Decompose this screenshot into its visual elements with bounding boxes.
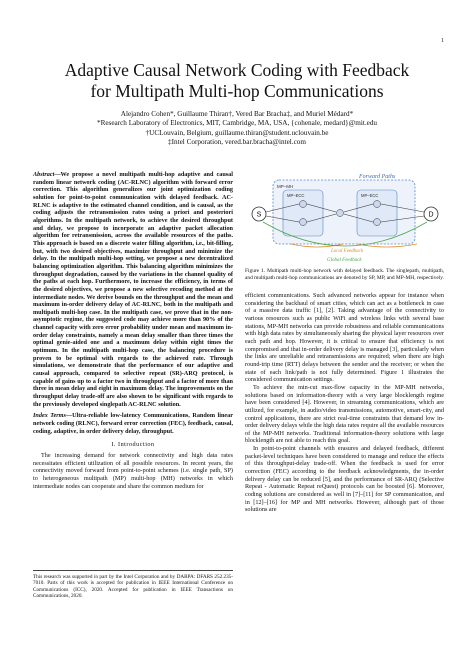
figure-caption: Figure 1. Multipath multi-hop network with delayed feedback. The singlepath, multipath, and multipath multi-hop communications are denoted by SP, MP, and MP-MH, respectively. [245, 268, 444, 281]
mp-ecc-label-1: MP–ECC [287, 193, 305, 198]
figure-label-global: Global Feedback [327, 258, 362, 262]
page-number: 1 [441, 38, 444, 44]
destination-node-label: D [428, 211, 434, 219]
relay-node [337, 210, 344, 217]
figure-label-local: Local Feedback [331, 249, 364, 254]
title-line-1: Adaptive Causal Network Coding with Feedback [64, 60, 410, 80]
figure-network-diagram [247, 170, 443, 262]
affiliation-3: ‡Intel Corporation, vered.bar.bracha@intel.com [168, 137, 306, 146]
author-block [40, 110, 434, 147]
abstract-text: —We propose a novel multipath multi-hop adaptive and causal random linear network coding (AC-RLNC) algorithm with forward error correction. This algorithm generalizes our joint optimization coding solution for point-to-point communication with delayed feedback. AC-RLNC is adaptive to the estimated channel condition, and is causal, as the coding adjusts the retransmission rates using a priori and posteriori algorithms. In the multipath network, to achieve the desired throughput and delay, we propose to incorporate an adaptive packet allocation algorithm for retransmission, across the available resources of the paths. This approach is based on a discrete water filling algorithm, i.e., bit-filling, but, with two desired objectives, maximize throughput and minimize the delay. In the multipath multi-hop setting, we propose a new decentralized balancing optimization algorithm. This balancing algorithm minimizes the throughput degradation, caused by the variations in the channel quality of the paths at each hop. Furthermore, to increase the efficiency, in terms of the desired objectives, we propose a new selective recoding method at the intermediate nodes. We derive bounds on the throughput and the mean and maximum in-order delivery delay of AC-RLNC, both in the multipath and multipath multi-hop case. In the multipath case, we prove that in the non-asymptotic regime, the suggested code may achieve more than 90% of the channel capacity with zero error probability under mean and maximum in-order delay constraints, namely a mean delay smaller than three times the optimal genie-aided one and a maximum delay within eight times the optimum. In the multipath multi-hop case, the balancing procedure is proven to be optimal with regards to the achieved rate. Through simulations, we demonstrate that the performance of our adaptive and causal approach, compared to selective repeat (SR)-ARQ protocol, is capable of gains up to a factor two in throughput and a factor of more than three in mean delay and eight in maximum delay. The improvements on the throughput delay trade-off are also shown to be significant with regards to the previously developed singlepath AC-RLNC solution. [33, 171, 233, 408]
authors: Alejandro Cohen*, Guillaume Thiran†, Vered Bar Bracha‡, and Muriel Médard* [120, 110, 354, 118]
affiliation-1: *Research Laboratory of Electronics, MIT, Cambridge, MA, USA, {cohenale, medard}@mit.edu [96, 119, 378, 128]
abstract-label: Abstract [33, 171, 55, 178]
index-terms-text: —Ultra-reliable low-latency Communications, Random linear network coding (RLNC), forward error correction (FEC), feedback, causal, coding, adaptive, in order delivery delay, throughput. [33, 412, 233, 435]
affiliation-2: †UCLouvain, Belgium, guillaume.thiran@student.uclouvain.be [145, 128, 329, 137]
paper-title [0, 60, 474, 102]
right-paragraph-3: In point-to-point channels with erasures and delayed feedback, different packet-level techniques have been considered to manage and reduce the effects of this throughput-delay trade-off. When the feedback is used for error correction (FEC) according to the feedback acknowledgments, the in-order delivery delay can be reduced [5], and the performance of SR-ARQ (Selective Repeat - Automatic Repeat reQuest) protocols can be boosted [6]. Moreover, coding solutions are considered as well in [7]–[11] for SP communication, and in [12]–[16] for MP and MH networks. However, although part of those solutions are [245, 445, 444, 514]
mp-mh-label: MP–MH [277, 184, 294, 189]
relay-node [300, 219, 307, 226]
footnote: This research was supported in part by the Intel Corporation and by DARPA: DFARS 252.235-7010. Parts of this work is accepted for publication in IEEE International Conference on Communications (ICC), 2020. Accepted for publication in IEEE Transactions on Communications, 2020. [33, 570, 233, 600]
relay-node [300, 201, 307, 208]
right-paragraph-2: To achieve the min-cut max-flow capacity in the MP-MH networks, solutions based on information-theory with a very large blocklength regime have been considered [4]. However, in streaming communications, which are utilized, for example, in audio/video transmissions, automotive, smart-city, and control applications, there are strict real-time constraints that demand low in-order delivery delays while the high data rates require all the available resources of the MP-MH networks. Traditional information-theory solutions with large blocklength are not able to reach this goal. [245, 383, 444, 445]
right-column [245, 292, 444, 514]
relay-node [374, 219, 381, 226]
intro-paragraph: The increasing demand for network connectivity and high data rates necessitates efficient utilization of all possible resources. In recent years, the connectivity moved forward from point-to-point schemes (i.e. single path, SP) to heterogeneous multipath (MP) multi-hop (MH) networks in which intermediate nodes can cooperate and share the common medium for [33, 451, 233, 490]
index-terms-label: Index Terms [33, 412, 66, 420]
mp-ecc-label-2: MP–ECC [361, 193, 379, 198]
left-column [33, 171, 233, 490]
right-paragraph-1: efficient communications. Such advanced networks appear for instance when considering the backhaul of smart cities, which can act as a bottleneck in case of a massive data traffic [1], [2]. Taking advantage of the connectivity to various resources such as public WiFi and wireless links with several base stations, MP-MH networks can provide robustness and reliable communications with high data rates by simultaneously sharing the physical layer resources over each path and hop. However, it is critical to ensure that efficiency is not compromised and that in-order delivery delay is managed [3], particularly when the links are unreliable and retransmissions are required; when there are high round-trip time (RTT) delays between the sender and the receiver; or when the state of each link/path is not fully determined. Figure 1 illustrates the considered communication settings. [245, 292, 444, 384]
abstract [33, 171, 233, 408]
title-line-2: for Multipath Multi-hop Communications [90, 81, 384, 101]
relay-node [374, 201, 381, 208]
index-terms [33, 412, 233, 435]
figure-label-forward: Forward Paths [359, 174, 396, 180]
source-node-label: S [256, 211, 262, 219]
section-heading-introduction: I. Introduction [111, 441, 155, 449]
